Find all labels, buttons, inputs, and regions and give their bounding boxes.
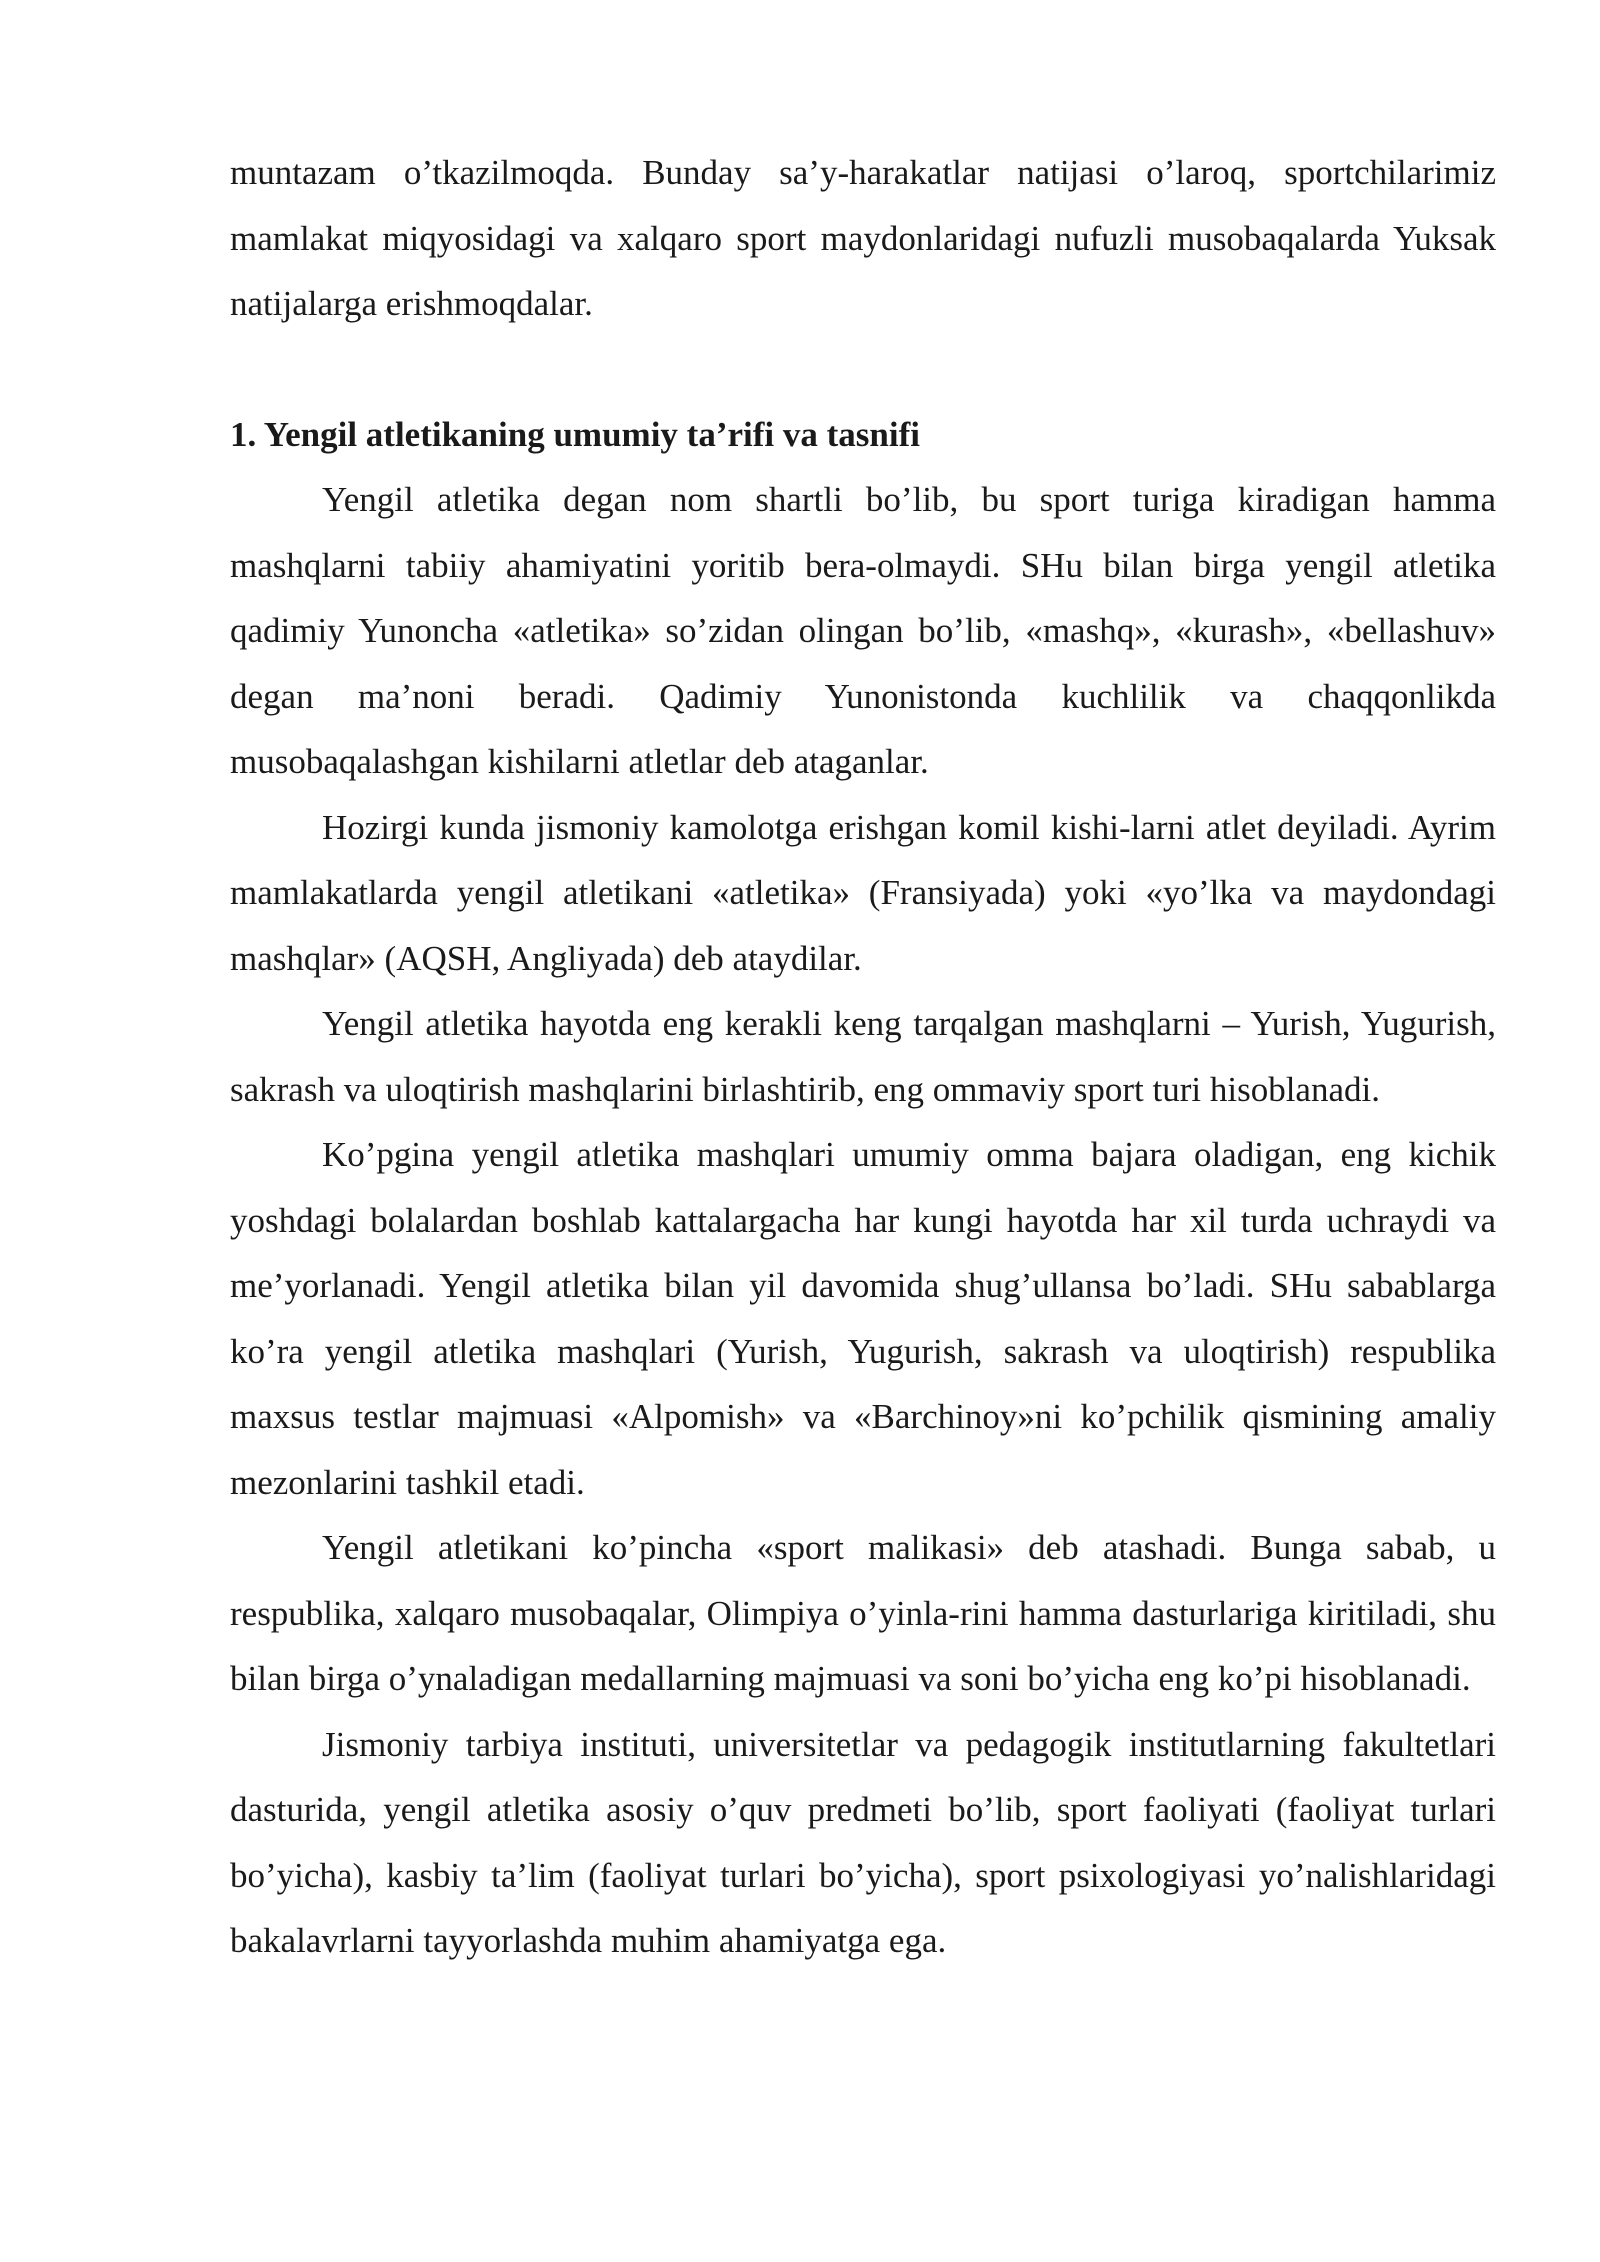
intro-paragraph: muntazam o’tkazilmoqda. Bunday sa’y-harakatlar natijasi o’laroq, sportchilarimiz mamlakat miqyosidagi va xalqaro sport maydonlaridagi nufuzli musobaqalarda Yuksak natijalarga erishmoqdalar. [230,153,1496,323]
body-paragraph: Yengil atletika degan nom shartli bo’lib, bu sport turiga kiradigan hamma mashqlarni tabiiy ahamiyatini yoritib bera-olmaydi. SHu bilan birga yengil atletika qadimiy Yunoncha «atletika» so’zidan olingan bo’lib, «mashq», «kurash», «bellashuv» degan ma’noni beradi. Qadimiy Yunonistonda kuchlilik va chaqqonlikda musobaqalashgan kishilarni atletlar deb ataganlar. [230,480,1496,781]
document-page [230,140,1496,1974]
body-paragraph: Jismoniy tarbiya instituti, universitetlar va pedagogik institutlarning fakultetlari dasturida, yengil atletika asosiy o’quv predmeti bo’lib, sport faoliyati (faoliyat turlari bo’yicha), kasbiy ta’lim (faoliyat turlari bo’yicha), sport psixologiyasi yo’nalishlaridagi bakalavrlarni tayyorlashda muhim ahamiyatga ega. [230,1724,1496,1960]
body-paragraph: Hozirgi kunda jismoniy kamolotga erishgan komil kishi-larni atlet deyiladi. Ayrim mamlakatlarda yengil atletikani «atletika» (Fransiyada) yoki «yo’lka va maydondagi mashqlar» (AQSH, Angliyada) deb ataydilar. [230,807,1496,978]
body-paragraph: Ko’pgina yengil atletika mashqlari umumiy omma bajara oladigan, eng kichik yoshdagi bolalardan boshlab kattalargacha har kungi hayotda har xil turda uchraydi va me’yorlanadi. Yengil atletika bilan yil davomida shug’ullansa bo’ladi. SHu sabablarga ko’ra yengil atletika mashqlari (Yurish, Yugurish, sakrash va uloqtirish) respublika maxsus testlar majmuasi «Alpomish» va «Barchinoy»ni ko’pchilik qismining amaliy mezonlarini tashkil etadi. [230,1135,1496,1502]
section-heading: 1. Yengil atletikaning umumiy ta’rifi va tasnifi [230,414,920,454]
paragraph-spacer [230,337,1496,402]
body-paragraph: Yengil atletika hayotda eng kerakli keng tarqalgan mashqlarni – Yurish, Yugurish, sakrash va uloqtirish mashqlarini birlashtirib, eng ommaviy sport turi hisoblanadi. [230,1004,1496,1109]
body-paragraph: Yengil atletikani ko’pincha «sport malikasi» deb atashadi. Bunga sabab, u respublika, xalqaro musobaqalar, Olimpiya o’yinla-rini hamma dasturlariga kiritiladi, shu bilan birga o’ynaladigan medallarning majmuasi va soni bo’yicha eng ko’pi hisoblanadi. [230,1528,1496,1698]
